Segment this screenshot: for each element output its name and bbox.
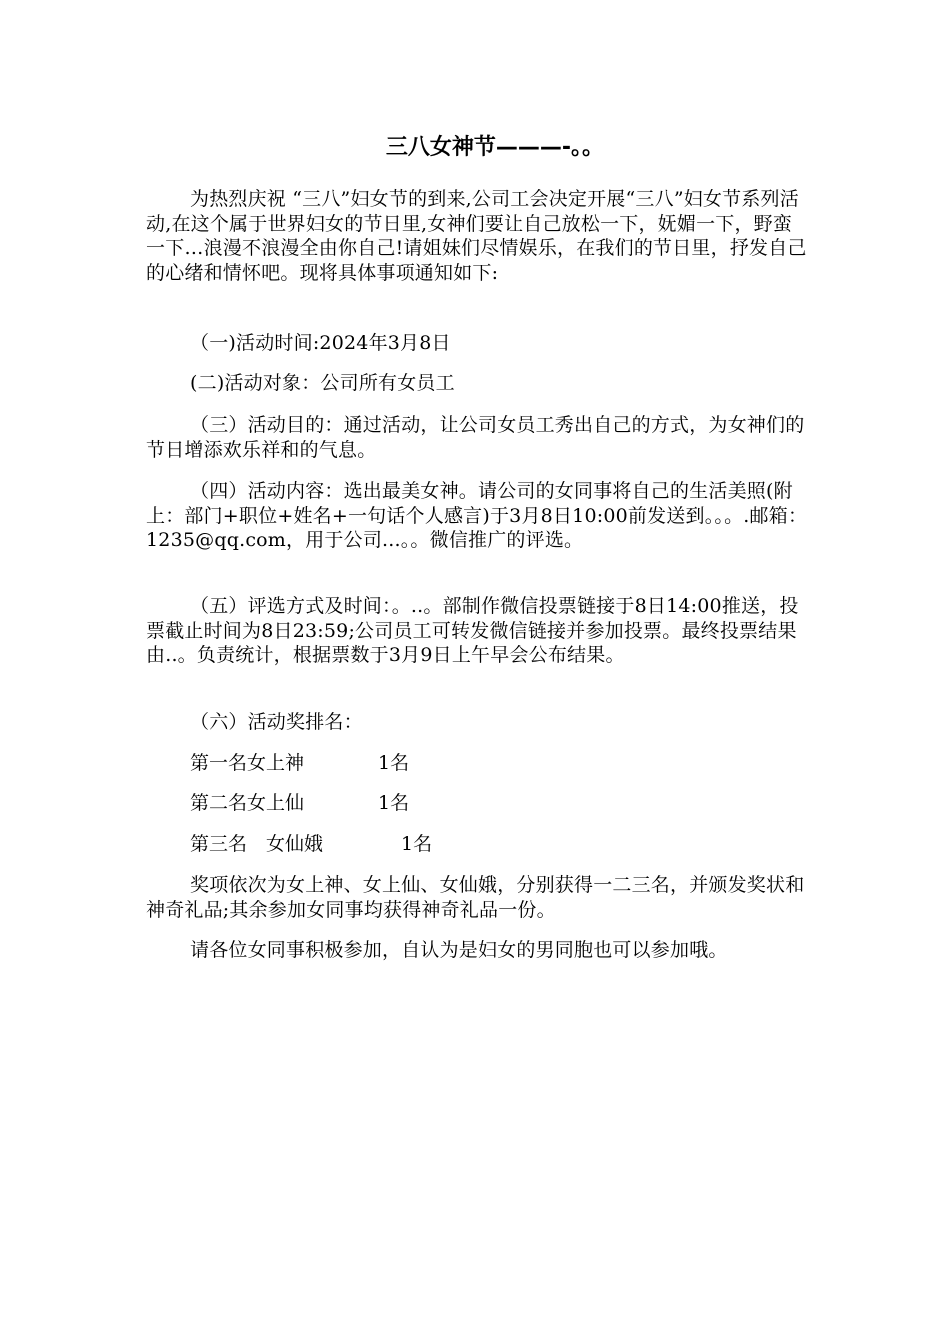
award-row: [190, 832, 323, 857]
item-purpose: [146, 413, 808, 462]
item-content-text: （四）活动内容：选出最美女神。请公司的女同事将自己的生活美照(附上：部门+职位+姓名+一句话个人感言)于3月8日10:00前发送到。。。.邮箱：1235@qq.com，用于公司...。。微信推广的评选。: [146, 480, 808, 551]
document-title: 三八女神节———-。。: [385, 135, 605, 160]
closing-paragraph: [146, 938, 826, 963]
awards-note-text: 奖项依次为女上神、女上仙、女仙娥，分别获得一二三名，并颁发奖状和神奇礼品;其余参加女同事均获得神奇礼品一份。: [146, 874, 805, 921]
item-awards-heading: [146, 710, 808, 735]
award-name: 第一名女上神: [190, 752, 305, 774]
item-method: [146, 594, 808, 668]
award-count-text: 1名: [378, 792, 410, 814]
award-count: [378, 751, 409, 776]
awards-note: [146, 873, 808, 922]
award-name: 第三名 女仙娥: [190, 833, 324, 855]
intro-text: 为热烈庆祝 “三八”妇女节的到来,公司工会决定开展“三八”妇女节系列活动,在这个属于世界妇女的节日里,女神们要让自己放松一下，妩媚一下，野蛮一下…浪漫不浪漫全由你自己!请姐妹们尽情娱乐，在我们的节日里，抒发自己的心绪和情怀吧。现将具体事项通知如下:: [146, 188, 807, 284]
item-purpose-text: （三）活动目的：通过活动，让公司女员工秀出自己的方式，为女神们的节日增添欢乐祥和的气息。: [146, 414, 805, 461]
award-count: [378, 791, 409, 816]
item-method-text: （五）评选方式及时间：。..。部制作微信投票链接于8日14:00推送，投票截止时间为8日23:59;公司员工可转发微信链接并参加投票。最终投票结果由..。负责统计，根据票数于3月9日上午早会公布结果。: [146, 595, 799, 666]
item-awards-heading-text: （六）活动奖排名：: [190, 711, 363, 733]
award-count-text: 1名: [401, 833, 433, 855]
award-count-text: 1名: [378, 752, 410, 774]
award-count: [401, 832, 432, 857]
item-time: [146, 331, 808, 356]
award-row: [190, 791, 304, 816]
item-time-text: （一)活动时间:2024年3月8日: [190, 332, 451, 354]
intro-paragraph: [146, 187, 808, 285]
item-content: [146, 479, 808, 553]
closing-text: 请各位女同事积极参加，自认为是妇女的男同胞也可以参加哦。: [190, 939, 728, 961]
item-target: [146, 371, 808, 396]
award-row: [190, 751, 304, 776]
award-name: 第二名女上仙: [190, 792, 305, 814]
item-target-text: (二)活动对象：公司所有女员工: [190, 372, 455, 394]
